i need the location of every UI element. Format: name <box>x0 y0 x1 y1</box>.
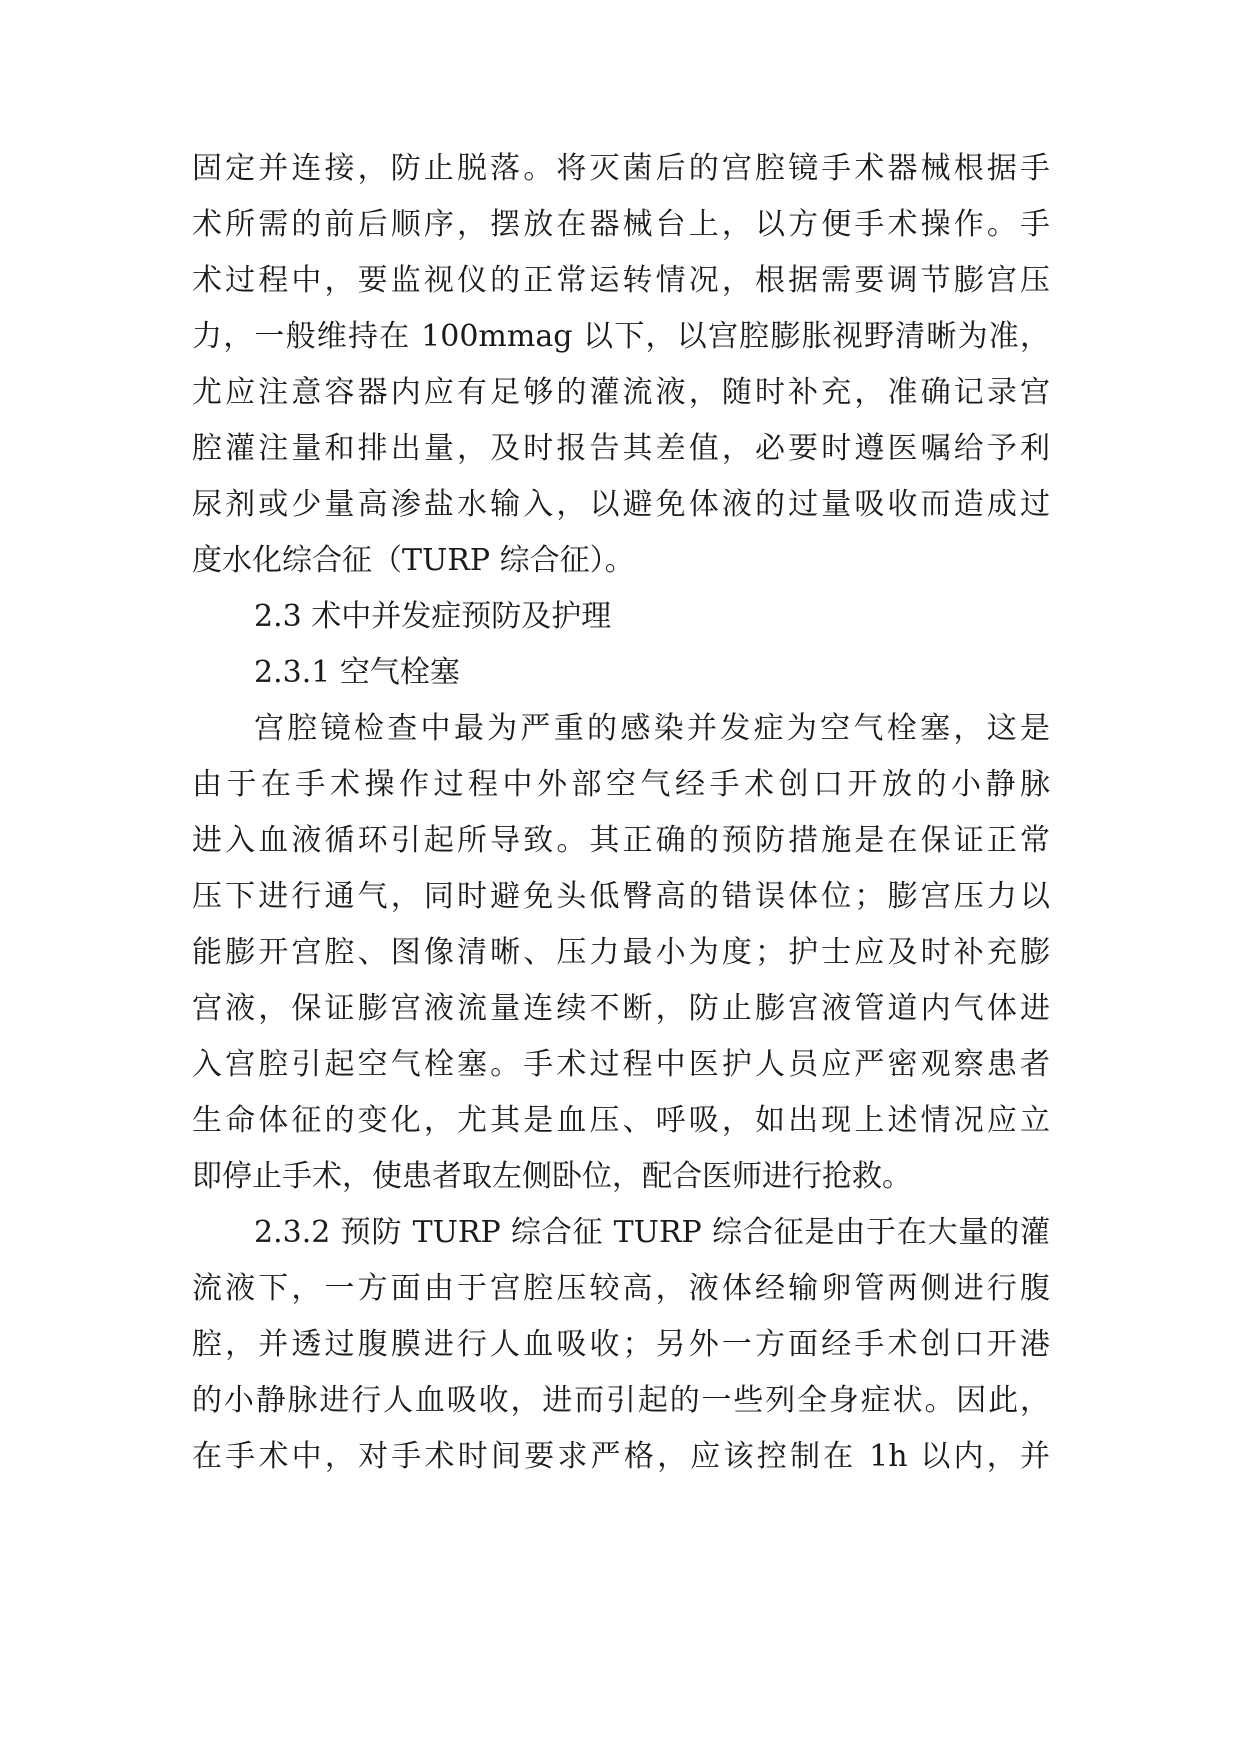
text-line: 宫腔镜检查中最为严重的感染并发症为空气栓塞，这是 <box>254 711 1050 746</box>
text-line: 生命体征的变化，尤其是血压、呼吸，如出现上述情况应立 <box>192 1103 1050 1138</box>
text-line: 压下进行通气，同时避免头低臀高的错误体位；膨宫压力以 <box>192 879 1050 914</box>
text-line: 宫液，保证膨宫液流量连续不断，防止膨宫液管道内气体进 <box>192 991 1050 1026</box>
text-line: 由于在手术操作过程中外部空气经手术创口开放的小静脉 <box>192 767 1050 802</box>
text-line: 腔，并透过腹膜进行人血吸收；另外一方面经手术创口开港 <box>192 1327 1050 1362</box>
text-line: 度水化综合征（TURP 综合征）。 <box>192 543 635 578</box>
text-line: 能膨开宫腔、图像清晰、压力最小为度；护士应及时补充膨 <box>192 935 1050 970</box>
text-line: 尤应注意容器内应有足够的灌流液，随时补充，准确记录宫 <box>192 375 1050 410</box>
text-line: 即停止手术，使患者取左侧卧位，配合医师进行抢救。 <box>192 1159 912 1194</box>
text-line: 力，一般维持在 100mmag 以下，以宫腔膨胀视野清晰为准， <box>192 319 1050 354</box>
text-line: 2.3.2 预防 TURP 综合征 TURP 综合征是由于在大量的灌 <box>254 1215 1050 1250</box>
text-line: 术过程中，要监视仪的正常运转情况，根据需要调节膨宫压 <box>192 263 1050 298</box>
text-line: 流液下，一方面由于宫腔压较高，液体经输卵管两侧进行腹 <box>192 1271 1050 1306</box>
text-line: 的小静脉进行人血吸收，进而引起的一些列全身症状。因此， <box>192 1383 1050 1418</box>
text-line: 入宫腔引起空气栓塞。手术过程中医护人员应严密观察患者 <box>192 1047 1050 1082</box>
text-line: 尿剂或少量高渗盐水输入，以避免体液的过量吸收而造成过 <box>192 487 1050 522</box>
text-line: 进入血液循环引起所导致。其正确的预防措施是在保证正常 <box>192 823 1050 858</box>
subsection-heading: 2.3.1 空气栓塞 <box>254 655 460 690</box>
text-line: 腔灌注量和排出量，及时报告其差值，必要时遵医嘱给予利 <box>192 431 1050 466</box>
text-line: 在手术中，对手术时间要求严格，应该控制在 1h 以内，并 <box>192 1439 1050 1474</box>
section-heading: 2.3 术中并发症预防及护理 <box>254 599 612 634</box>
text-line: 固定并连接，防止脱落。将灭菌后的宫腔镜手术器械根据手 <box>192 151 1050 186</box>
text-line: 术所需的前后顺序，摆放在器械台上，以方便手术操作。手 <box>192 207 1050 242</box>
